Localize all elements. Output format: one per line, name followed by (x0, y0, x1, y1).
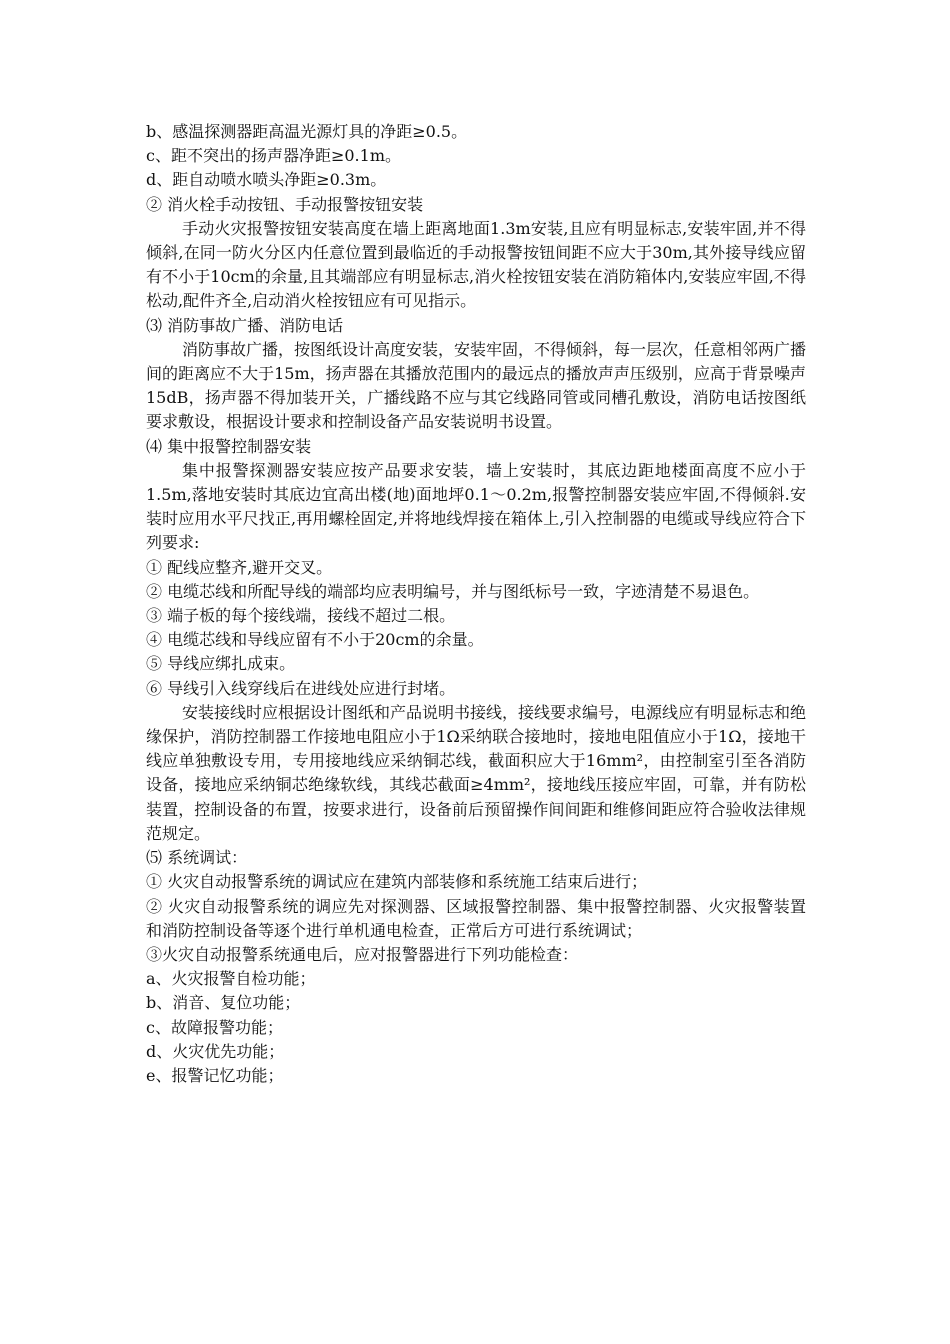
list-item: ② 电缆芯线和所配导线的端部均应表明编号，并与图纸标号一致，字迹清楚不易退色。 (146, 581, 760, 601)
paragraph: c、距不突出的扬声器净距≥0.1m。 (146, 146, 401, 166)
paragraph: d、距自动喷水喷头净距≥0.3m。 (146, 170, 387, 190)
list-item: ⑥ 导线引入线穿线后在进线处应进行封堵。 (146, 678, 456, 698)
section-heading: ② 消火栓手动按钮、手动报警按钮安装 (146, 194, 424, 214)
list-item: ③火灾自动报警系统通电后，应对报警器进行下列功能检查： (146, 944, 579, 964)
paragraph: 消防事故广播，按图纸设计高度安装，安装牢固，不得倾斜，每一层次，任意相邻两广播间的距离应不大于15m，扬声器在其播放范围内的最远点的播放声声压级别，应高于背景噪声15dB，扬声器不得加装开关，广播线路不应与其它线路同管或同槽孔敷设，消防电话按图纸要求敷设，根据设计要求和控制设备产品安装说明书设置。 (146, 339, 807, 432)
list-item: ① 配线应整齐,避开交叉。 (146, 557, 333, 577)
paragraph: b、感温探测器距高温光源灯具的净距≥0.5。 (146, 122, 468, 141)
list-item: ⑤ 导线应绑扎成束。 (146, 654, 296, 674)
paragraph: 手动火灾报警按钮安装高度在墙上距离地面1.3m安装,且应有明显标志,安装牢固,并不得倾斜,在同一防火分区内任意位置到最临近的手动报警按钮间距不应大于30m,其外接导线应留有不小于10cm的余量,且其端部应有明显标志,消火栓按钮安装在消防箱体内,安装应牢固,不得松动,配件齐全,启动消火栓按钮应有可见指示。 (146, 218, 806, 311)
list-item: ④ 电缆芯线和导线应留有不小于20cm的余量。 (146, 630, 484, 650)
paragraph: 安装接线时应根据设计图纸和产品说明书接线，接线要求编号，电源线应有明显标志和绝缘保护，消防控制器工作接地电阻应小于1Ω采纳联合接地时，接地电阻值应小于1Ω，接地干线应单独敷设专用，专用接地线应采纳铜芯线，截面积应大于16mm²，由控制室引至各消防设备，接地应采纳铜芯绝缘软线，其线芯截面≥4mm²，接地线压接应牢固，可靠，并有防松装置，控制设备的布置，按要求进行，设备前后预留操作间间距和维修间距应符合验收法律规范规定。 (146, 702, 807, 843)
list-item: d、火灾优先功能； (146, 1041, 285, 1061)
list-item: ② 火灾自动报警系统的调应先对探测器、区域报警控制器、集中报警控制器、火灾报警装置和消防控制设备等逐个进行单机通电检查，正常后方可进行系统调试； (146, 896, 806, 940)
list-item: a、火灾报警自检功能； (146, 969, 316, 989)
section-heading: ⑷ 集中报警控制器安装 (146, 436, 312, 456)
document-page (146, 120, 806, 1088)
paragraph: 集中报警探测器安装应按产品要求安装，墙上安装时，其底边距地楼面高度不应小于1.5m,落地安装时其底边宜高出楼(地)面地坪0.1～0.2m,报警控制器安装应牢固,不得倾斜.安装时应用水平尺找正,再用螺栓固定,并将地线焊接在箱体上,引入控制器的电缆或导线应符合下列要求: (146, 460, 806, 553)
list-item: e、报警记忆功能； (146, 1065, 284, 1085)
list-item: ③ 端子板的每个接线端，接线不超过二根。 (146, 606, 456, 626)
list-item: c、故障报警功能； (146, 1017, 283, 1037)
list-item: b、消音、复位功能； (146, 993, 301, 1013)
list-item: ① 火灾自动报警系统的调试应在建筑内部装修和系统施工结束后进行； (146, 872, 648, 892)
section-heading: ⑸ 系统调试： (146, 848, 248, 868)
section-heading: ⑶ 消防事故广播、消防电话 (146, 315, 344, 335)
